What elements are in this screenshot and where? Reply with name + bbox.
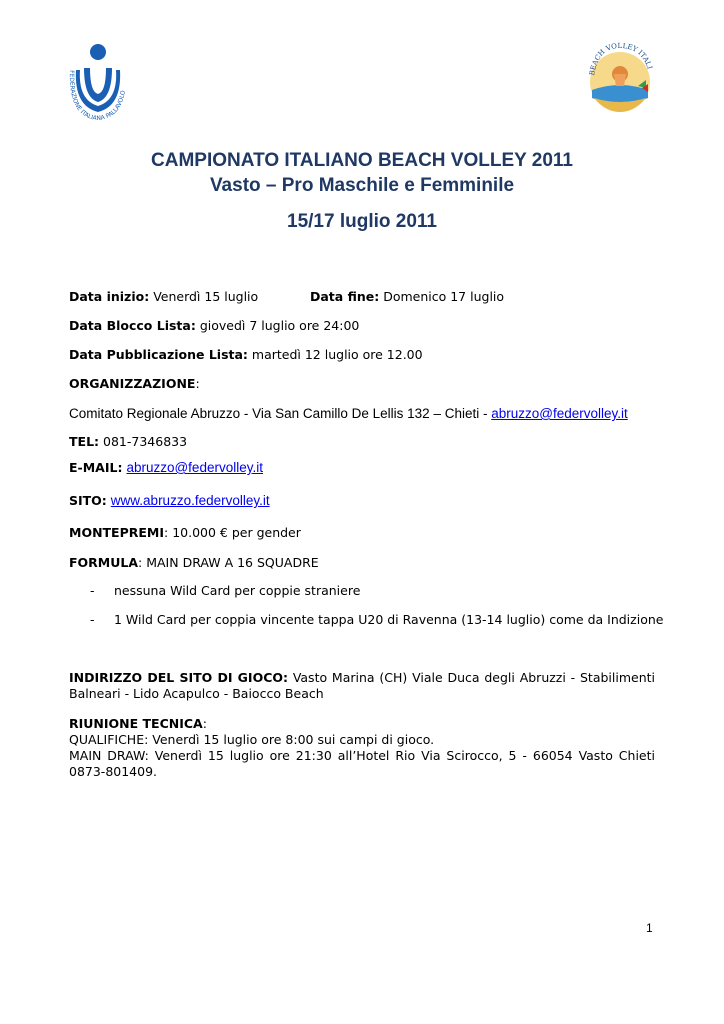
pubblicazione-row xyxy=(69,347,423,363)
montepremi-label: MONTEPREMI xyxy=(69,525,165,540)
sito-link[interactable]: www.abruzzo.federvolley.it xyxy=(110,493,270,508)
fipav-logo xyxy=(60,40,138,122)
email-label: E-MAIL: xyxy=(69,460,123,475)
fipav-logo-graphic xyxy=(60,40,138,122)
indirizzo-paragraph xyxy=(69,670,655,702)
riunione-colon: : xyxy=(202,716,207,731)
data-fine-value: Domenico 17 luglio xyxy=(383,289,505,304)
title-dates: 15/17 luglio 2011 xyxy=(287,211,437,232)
main-draw-line: MAIN DRAW: Venerdì 15 luglio ore 21:30 all’Hotel Rio Via Scirocco, 5 - 66054 Vasto Chieti 0873-801409. xyxy=(69,748,655,779)
montepremi-row xyxy=(69,525,301,541)
tel-label: TEL: xyxy=(69,434,100,449)
bullet-marker: - xyxy=(90,612,95,627)
pubblicazione-value: martedì 12 luglio ore 12.00 xyxy=(251,347,423,362)
title-line2: Vasto – Pro Maschile e Femminile xyxy=(209,175,515,196)
beach-volley-logo-text: BEACH VOLLEY ITALI xyxy=(588,41,654,77)
data-inizio-value: Venerdì 15 luglio xyxy=(153,289,259,304)
bullet-text: nessuna Wild Card per coppie straniere xyxy=(114,583,361,598)
blocco-value: giovedì 7 luglio ore 24:00 xyxy=(199,318,360,333)
page-number: 1 xyxy=(646,921,653,935)
qualifiche-line: QUALIFICHE: Venerdì 15 luglio ore 8:00 sui campi di gioco. xyxy=(69,732,435,747)
organizzazione-colon: : xyxy=(195,376,200,391)
fipav-logo-text: FEDERAZIONE ITALIANA PALLAVOLO xyxy=(67,70,128,122)
blocco-row xyxy=(69,318,359,334)
indirizzo-value: Vasto Marina (CH) Viale Duca degli Abruzzi - Stabilimenti Balneari - Lido Acapulco - Baiocco Beach xyxy=(69,670,655,701)
comitato-row xyxy=(69,406,628,422)
riunione-heading xyxy=(69,716,655,732)
blocco-label: Data Blocco Lista: xyxy=(69,318,196,333)
tel-row xyxy=(69,434,187,450)
montepremi-value: : 10.000 € per gender xyxy=(164,525,301,540)
sito-label: SITO: xyxy=(69,493,107,508)
bullet-item xyxy=(90,612,663,628)
formula-row xyxy=(69,555,319,571)
bullet-marker: - xyxy=(90,583,95,598)
data-fine-label: Data fine: xyxy=(310,289,380,304)
email-row xyxy=(69,460,263,476)
email-link[interactable]: abruzzo@federvolley.it xyxy=(126,460,263,475)
organizzazione-row xyxy=(69,376,200,392)
riunione-label: RIUNIONE TECNICA xyxy=(69,716,203,731)
beach-volley-logo xyxy=(584,40,656,116)
formula-value: : MAIN DRAW A 16 SQUADRE xyxy=(138,555,319,570)
pubblicazione-label: Data Pubblicazione Lista: xyxy=(69,347,248,362)
data-inizio-row xyxy=(69,289,258,305)
sito-row xyxy=(69,493,270,509)
riunione-paragraph xyxy=(69,716,655,780)
formula-label: FORMULA xyxy=(69,555,139,570)
tel-value: 081-7346833 xyxy=(103,434,188,449)
organizzazione-label: ORGANIZZAZIONE xyxy=(69,376,196,391)
bullet-text: 1 Wild Card per coppia vincente tappa U20 di Ravenna (13-14 luglio) come da Indizione xyxy=(114,612,664,627)
comitato-text: Comitato Regionale Abruzzo - Via San Camillo De Lellis 132 – Chieti - xyxy=(69,406,492,421)
bullet-item xyxy=(90,583,360,599)
title-line1: CAMPIONATO ITALIANO BEACH VOLLEY 2011 xyxy=(151,150,573,171)
indirizzo-label: INDIRIZZO DEL SITO DI GIOCO: xyxy=(69,670,288,685)
data-inizio-label: Data inizio: xyxy=(69,289,150,304)
comitato-email-link[interactable]: abruzzo@federvolley.it xyxy=(491,406,628,421)
beach-volley-logo-graphic xyxy=(584,40,656,116)
data-fine-row xyxy=(310,289,504,305)
